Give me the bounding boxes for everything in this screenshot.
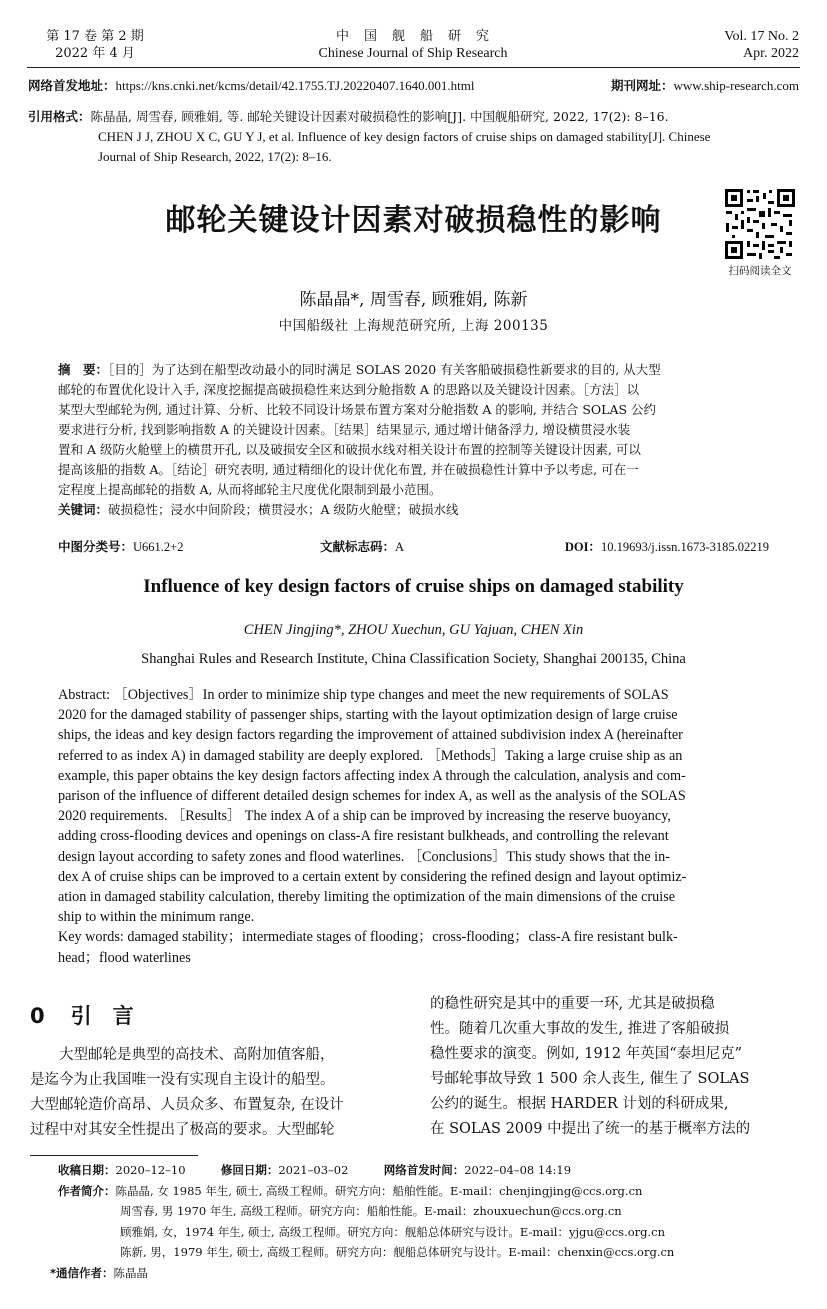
dates-row <box>58 1160 798 1181</box>
journal-name-cn: 中 国 舰 船 研 究 <box>335 29 490 44</box>
online-address <box>28 76 474 94</box>
abstract-cn-line: 邮轮的布置优化设计入手, 深度挖掘提高破损稳性来达到分舱指数 A 的思路以及关键设计因素。［方法］以 <box>58 382 640 397</box>
body-line: 大型邮轮是典型的高技术、高附加值客船， <box>30 1047 335 1063</box>
body-line: 公约的诞生。根据 HARDER 计划的科研成果, <box>430 1096 729 1112</box>
abstract-en-line: 2020 requirements. ［Results］ The index A of a ship can be improved by increasing the reserve buoyancy, <box>58 808 671 825</box>
body-line: 号邮轮事故导致 1 500 余人丧生, 催生了 SOLAS <box>430 1071 750 1087</box>
clc-label: 中图分类号： <box>58 539 134 554</box>
footnote-rule <box>30 1155 198 1156</box>
abstract-cn-line: ［目的］为了达到在船型改动最小的同时满足 SOLAS 2020 有关客船破损稳性新要求的目的, 从大型 <box>108 362 661 377</box>
doc-code-label: 文献标志码： <box>320 539 396 554</box>
abstract-cn-line: 提高该船的指数 A。［结论］研究表明, 通过精细化的设计优化布置, 并在破损稳性计算中予以考虑, 可在一 <box>58 462 639 477</box>
section-heading <box>30 1000 134 1030</box>
abstract-cn-label: 摘 要： <box>58 362 109 377</box>
keywords-cn: 破损稳性；浸水中间阶段；横贯浸水；A 级防火舱壁；破损水线 <box>108 502 459 517</box>
journal-name <box>263 28 563 62</box>
qr-caption: 扫码阅读全文 <box>728 265 792 277</box>
right-column <box>430 992 800 1142</box>
affiliation-cn: 中国船级社 上海规范研究所, 上海 200135 <box>278 318 549 334</box>
abstract-en-line: ation in damaged stability calculation, thereby limiting the optimization of the main dimensions of the cruise <box>58 889 676 906</box>
journal-website-label: 期刊网址： <box>610 78 674 93</box>
bio-line: 陈晶晶, 女 1985 年生, 硕士, 高级工程师。研究方向：船舶性能。E-mail：chenjingjing@ccs.org.cn <box>115 1183 643 1198</box>
title-en: Influence of key design factors of cruise ships on damaged stability <box>143 576 684 597</box>
abstract-en-line: ships, the ideas and key design factors regarding the improvement of attained subdivision index A (hereinafter <box>58 727 683 744</box>
bio-line: 顾雅娟, 女，1974 年生, 硕士, 高级工程师。研究方向：舰船总体研究与设计。E-mail：yjgu@ccs.org.cn <box>120 1224 666 1239</box>
citation-en-line2: Journal of Ship Research, 2022, 17(2): 8–16. <box>98 149 332 164</box>
bio-label: 作者简介： <box>58 1183 116 1198</box>
received-date: 2020–12–10 <box>115 1163 186 1177</box>
online-time-label: 网络首发时间： <box>383 1163 465 1177</box>
keywords-en-line: Key words: damaged stability；intermediate stages of flooding；cross-flooding；class-A fire resistant bulk- <box>58 929 678 946</box>
volume-issue <box>40 28 150 62</box>
online-address-label: 网络首发地址： <box>28 78 116 93</box>
abstract-en-line: adding cross-flooding devices and openings on class-A fire resistant bulkheads, and controlling the relevant <box>58 828 669 845</box>
revised-date: 2021–03–02 <box>278 1163 349 1177</box>
abstract-cn-line: 某型大型邮轮为例, 通过计算、分析、比较不同设计场景布置方案对分舱指数 A 的影响, 并结合 SOLAS 公约 <box>58 402 657 417</box>
authors-cn: 陈晶晶*, 周雪春, 顾雅娟, 陈新 <box>299 290 528 310</box>
online-time: 2022–04–08 14:19 <box>464 1163 572 1177</box>
footnotes <box>50 1160 798 1283</box>
journal-website <box>611 76 799 94</box>
keywords-cn-label: 关键词： <box>58 502 109 517</box>
abstract-en-line: example, this paper obtains the key design factors affecting index A through the calculation, analysis and com- <box>58 767 686 784</box>
citation-en-line1: CHEN J J, ZHOU X C, GU Y J, et al. Influence of key design factors of cruise ships on damaged stability[J]. Chinese <box>98 129 711 144</box>
corresponding-author: 陈晶晶 <box>113 1265 149 1280</box>
abstract-en-line: parison of the influence of different detailed design schemes for index A, as well as the analysis of the SOLAS <box>58 788 686 805</box>
citation-cn: 陈晶晶, 周雪春, 顾雅娟, 等. 邮轮关键设计因素对破损稳性的影响[J]. 中国舰船研究, 2022, 17(2): 8–16. <box>90 109 669 124</box>
volume-issue-line: 第 17 卷 第 2 期 <box>46 29 144 44</box>
volume-issue-en-line: Vol. 17 No. 2 <box>724 29 799 44</box>
body-line: 的稳性研究是其中的重要一环, 尤其是破损稳 <box>430 996 715 1012</box>
doi <box>565 537 769 557</box>
affiliation-en: Shanghai Rules and Research Institute, China Classification Society, Shanghai 200135, China <box>141 651 686 667</box>
clc-value: U661.2+2 <box>133 540 184 554</box>
qr-code-icon <box>723 187 797 261</box>
abstract-cn-line: 定程度上提高邮轮的指数 A, 从而将邮轮主尺度优化限制到最小范围。 <box>58 482 442 497</box>
doi-label: DOI： <box>564 540 601 554</box>
body-line: 大型邮轮造价高昂、人员众多、布置复杂, 在设计 <box>30 1097 344 1113</box>
doi-value[interactable]: 10.19693/j.issn.1673-3185.02219 <box>600 540 769 554</box>
section-number: 0 <box>30 1004 45 1028</box>
corresponding-label: *通信作者： <box>50 1265 114 1280</box>
abstract-cn-line: 置和 A 级防火舱壁上的横贯开孔, 以及破损安全区和破损水线对相关设计布置的控制等关键设计因素, 可以 <box>58 442 641 457</box>
bio-line: 周雪春, 男 1970 年生, 高级工程师。研究方向：船舶性能。E-mail：zhouxuechun@ccs.org.cn <box>120 1204 622 1218</box>
journal-website-link[interactable]: www.ship-research.com <box>673 78 799 93</box>
revised-label: 修回日期： <box>220 1163 279 1177</box>
authors-en: CHEN Jingjing*, ZHOU Xuechun, GU Yajuan, CHEN Xin <box>243 622 584 638</box>
section-title: 引 言 <box>70 1004 134 1028</box>
received-label: 收稿日期： <box>58 1163 116 1177</box>
issue-date-line: 2022 年 4 月 <box>55 46 135 61</box>
abstract-en-line: Abstract: ［Objectives］In order to minimize ship type changes and meet the new requirements of SOLAS <box>58 687 669 703</box>
abstract-en-line: referred to as index A) in damaged stability are deeply explored. ［Methods］Taking a large cruise ship as an <box>58 747 683 764</box>
doc-code-value: A <box>395 540 405 554</box>
date-en-line: Apr. 2022 <box>743 46 799 61</box>
citation <box>28 107 800 167</box>
journal-name-en: Chinese Journal of Ship Research <box>318 46 508 61</box>
header-rule <box>27 67 800 68</box>
keywords-en-line: head；flood waterlines <box>58 949 191 966</box>
qr-code[interactable] <box>723 187 797 261</box>
volume-issue-en <box>724 28 799 62</box>
left-column <box>30 1043 398 1143</box>
abstract-en-line: ship to within the minimum range. <box>58 909 255 926</box>
body-line: 性。随着几次重大事故的发生, 推进了客船破损 <box>430 1021 730 1037</box>
title-cn: 邮轮关键设计因素对破损稳性的影响 <box>165 203 662 238</box>
doc-code <box>320 537 404 557</box>
bio-line: 陈新, 男，1979 年生, 硕士, 高级工程师。研究方向：舰船总体研究与设计。E-mail：chenxin@ccs.org.cn <box>120 1245 675 1259</box>
abstract-en-line: 2020 for the damaged stability of passenger ships, starting with the layout optimization design of large cruise <box>58 707 678 724</box>
online-address-link[interactable]: https://kns.cnki.net/kcms/detail/42.1755.TJ.20220407.1640.001.html <box>115 78 475 93</box>
body-line: 是迄今为止我国唯一没有实现自主设计的船型。 <box>30 1072 335 1088</box>
abstract-en-line: dex A of cruise ships can be improved to a certain extent by considering the refined design and layout optimiz- <box>58 868 687 885</box>
abstract-en <box>58 685 770 968</box>
abstract-cn <box>58 360 770 520</box>
citation-label: 引用格式： <box>28 109 91 124</box>
abstract-cn-line: 要求进行分析, 找到影响指数 A 的关键设计因素。［结果］结果显示, 通过增计储备浮力, 增设横贯浸水装 <box>58 422 631 437</box>
body-line: 在 SOLAS 2009 中提出了统一的基于概率方法的 <box>430 1121 751 1137</box>
body-line: 过程中对其安全性提出了极高的要求。大型邮轮 <box>30 1122 335 1138</box>
abstract-en-line: design layout according to safety zones and flood waterlines. ［Conclusions］This study shows that the in- <box>58 848 670 865</box>
body-line: 稳性要求的演变。例如, 1912 年英国“泰坦尼克” <box>430 1046 743 1062</box>
